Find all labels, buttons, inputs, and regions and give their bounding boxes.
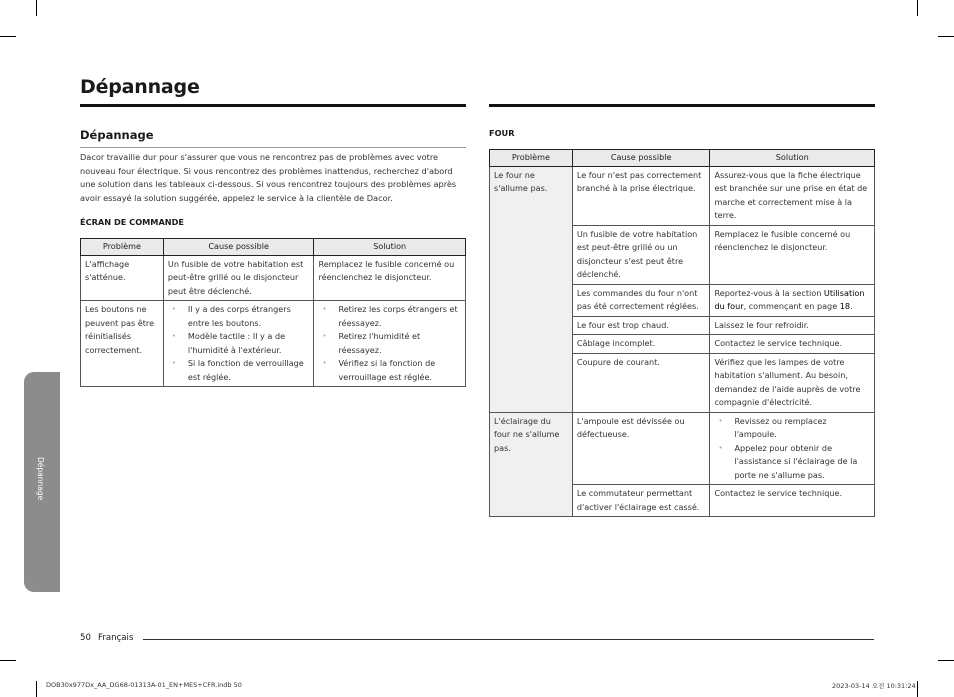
- table-row: [490, 412, 875, 485]
- crop-mark: [0, 36, 16, 37]
- solution-text: Reportez-vous à la section: [714, 287, 824, 298]
- section-divider: [80, 147, 466, 148]
- title-rule-right: [489, 104, 875, 107]
- problem-cell: Le four ne s'allume pas.: [490, 166, 573, 412]
- header-cause: Cause possible: [163, 239, 314, 256]
- problem-cell: L'affichage s'atténue.: [81, 255, 164, 301]
- page-reference: 18: [839, 301, 851, 311]
- table-row: [81, 301, 466, 387]
- solution-cell: Laissez le four refroidir.: [710, 316, 875, 335]
- cause-cell: Le four est trop chaud.: [572, 316, 710, 335]
- cause-cell: Les commandes du four n'ont pas été correctement réglées.: [572, 284, 710, 316]
- solution-cell: [314, 301, 466, 387]
- solution-cell: [710, 284, 875, 316]
- table-header-row: [81, 239, 466, 256]
- print-imprint-file: DOB30x977Dx_AA_DG68-01313A-01_EN+MES+CFR.indb 50: [46, 681, 242, 689]
- cause-cell: Coupure de courant.: [572, 353, 710, 412]
- crop-mark: [36, 0, 37, 16]
- list-item: • Vérifiez si la fonction de verrouillage est réglée.: [318, 357, 461, 384]
- cause-cell: L'ampoule est dévissée ou défectueuse.: [572, 412, 710, 485]
- oven-table: [489, 149, 875, 517]
- control-panel-table: [80, 238, 466, 387]
- header-solution: Solution: [314, 239, 466, 256]
- footer-rule: [143, 639, 874, 640]
- list-item: • Revissez ou remplacez l'ampoule.: [714, 415, 870, 442]
- side-tab: [24, 372, 60, 592]
- cause-cell: Un fusible de votre habitation est peut-être grillé ou un disjoncteur s'est peut être déclenché.: [572, 225, 710, 284]
- header-solution: Solution: [710, 150, 875, 167]
- cause-cell: Le four n'est pas correctement branché à la prise électrique.: [572, 166, 710, 225]
- header-problem: Problème: [490, 150, 573, 167]
- table-header-row: [490, 150, 875, 167]
- footer-language: Français: [98, 633, 134, 643]
- list-item: • Retirez l'humidité et réessayez.: [318, 330, 461, 357]
- section-reference: Utilisation du four: [714, 287, 865, 311]
- page-number: 50: [80, 633, 91, 643]
- crop-mark: [938, 36, 954, 37]
- crop-mark: [0, 660, 16, 661]
- section-title: Dépannage: [80, 128, 154, 142]
- solution-cell: Assurez-vous que la fiche électrique est branchée sur une prise en état de marche et correctement mise à la terre.: [710, 166, 875, 225]
- crop-mark: [938, 660, 954, 661]
- crop-mark: [917, 681, 918, 697]
- intro-paragraph: Dacor travaille dur pour s'assurer que vous ne rencontrez pas de problèmes avec votre nouveau four électrique. Si vous rencontrez des problèmes inattendus, recherchez d'abord une solution dans les tableaux ci-dessous. Si vous rencontrez toujours des problèmes après avoir essayé la solution suggérée, appelez le service à la clientèle de Dacor.: [80, 152, 457, 203]
- crop-mark: [36, 681, 37, 697]
- table-row: [81, 255, 466, 301]
- cause-cell: Un fusible de votre habitation est peut-être grillé ou le disjoncteur peut être déclenché.: [163, 255, 314, 301]
- crop-mark: [917, 0, 918, 16]
- cause-cell: Câblage incomplet.: [572, 335, 710, 354]
- solution-cell: Remplacez le fusible concerné ou réenclenchez le disjoncteur.: [314, 255, 466, 301]
- side-tab-label: Dépannage: [36, 457, 45, 501]
- problem-cell: Les boutons ne peuvent pas être réinitialisés correctement.: [81, 301, 164, 387]
- list-item: • Il y a des corps étrangers entre les boutons.: [168, 303, 310, 330]
- solution-cell: Contactez le service technique.: [710, 335, 875, 354]
- print-imprint-date: 2023-03-14 오전 10:31:24: [832, 682, 916, 690]
- table-row: [490, 166, 875, 225]
- list-item: • Modèle tactile : Il y a de l'humidité à l'extérieur.: [168, 330, 310, 357]
- solution-cell: Contactez le service technique.: [710, 485, 875, 517]
- problem-cell: L'éclairage du four ne s'allume pas.: [490, 412, 573, 517]
- list-item: • Retirez les corps étrangers et réessayez.: [318, 303, 461, 330]
- title-rule-left: [80, 104, 466, 107]
- list-item: • Appelez pour obtenir de l'assistance si l'éclairage de la porte ne s'allume pas.: [714, 442, 870, 483]
- control-panel-heading: ÉCRAN DE COMMANDE: [80, 217, 185, 227]
- solution-text: , commençant en page: [743, 301, 840, 311]
- page-title: Dépannage: [80, 76, 200, 98]
- header-cause: Cause possible: [572, 150, 710, 167]
- oven-heading: FOUR: [489, 128, 515, 138]
- solution-cell: [710, 412, 875, 485]
- cause-cell: Le commutateur permettant d'activer l'éclairage est cassé.: [572, 485, 710, 517]
- solution-cell: Vérifiez que les lampes de votre habitation s'allument. Au besoin, demandez de l'aide auprès de votre compagnie d'électricité.: [710, 353, 875, 412]
- solution-cell: Remplacez le fusible concerné ou réenclenchez le disjoncteur.: [710, 225, 875, 284]
- cause-cell: [163, 301, 314, 387]
- list-item: • Si la fonction de verrouillage est réglée.: [168, 357, 310, 384]
- solution-text: .: [850, 301, 853, 311]
- header-problem: Problème: [81, 239, 164, 256]
